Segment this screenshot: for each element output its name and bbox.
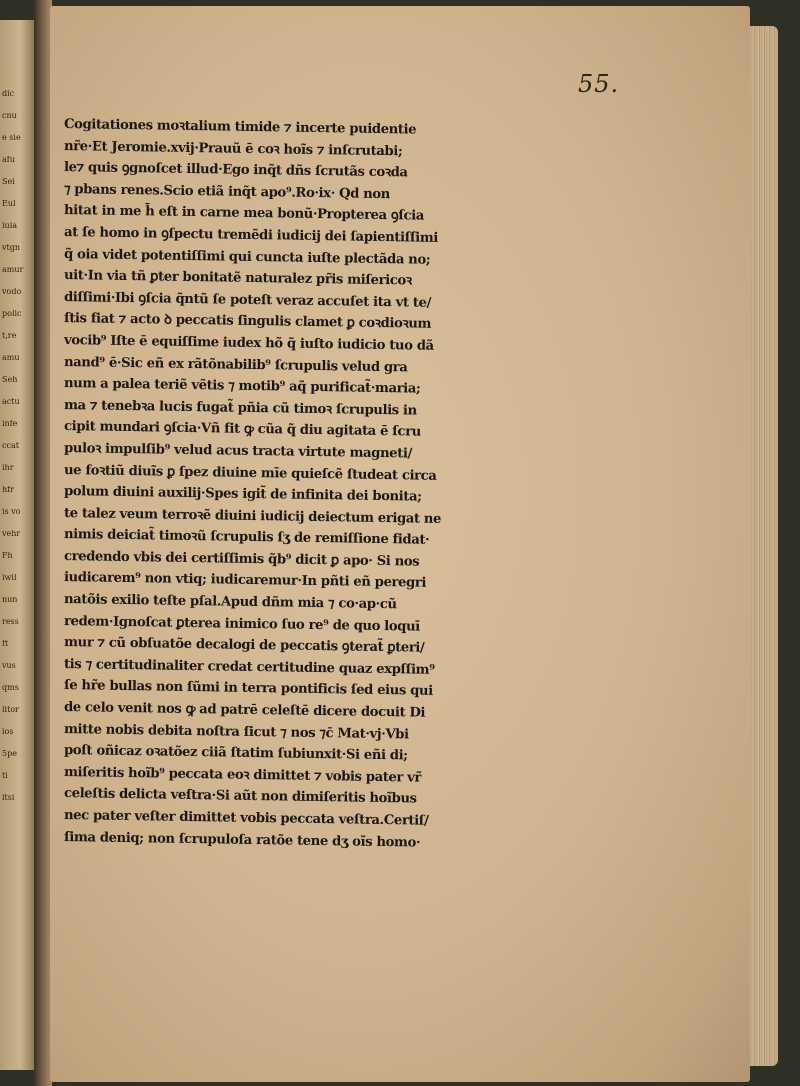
previous-page-fragment: afu [2,156,15,164]
previous-page-fragment: ress [2,618,19,626]
text-line: uit·In via tñ ꝑter bonitatẽ naturalez pr̃is miſericoꝛ [63,268,412,289]
text-line: poſt oñicaz oꝛatõez ciiã ſtatim ſubiunxit·Si eñi di; [63,743,408,764]
text-line: le⁊ quis ꝯgnoſcet illud·Ego inq̃t dñs ſcrutãs coꝛda [63,160,408,181]
previous-page-fragment: ios [2,728,14,736]
previous-page-fragment: amu [2,354,20,362]
text-line: ue foꝛtiũ diuĩs ꝑ ſpez diuine mīe quieſcẽ ſtudeat circa [63,462,437,484]
text-line: iudicarem⁹ non vtiq; iudicaremur·In pñti eñ peregri [63,570,427,592]
previous-page-fragment: vtgn [2,244,21,252]
text-line: at ſe homo in ꝯſpectu tremẽdi iudicij dei ſapientiſſimi [63,224,439,246]
text-line: de celo venit nos ꝙ ad patrē celeſtē dicere docuit Di [63,700,426,721]
previous-page-fragment: amur [2,266,24,274]
text-line: hitat in me h̄ eſt in carne mea bonũ·Propterea ꝯſcia [63,203,425,225]
text-line: mur ⁊ cũ obſuatõe decalogi de peccatis ꝯterat̃ ꝑteri/ [63,635,425,656]
previous-page-fragment: polic [2,310,22,318]
text-line: mitte nobis debita noſtra ſicut ⁊ nos ⁊c̄ Mat·vj·Vbi [63,721,409,743]
previous-page-fragment: e sie [2,134,21,142]
previous-page-fragment: qms [2,684,19,692]
folio-number: 55. [578,70,620,98]
text-line: cipit mundari ꝯſcia·Vñ fit ꝙ cũa q̃ diu agitata ē ſcru [63,419,421,440]
text-line: nand⁹ ē·Sic eñ ex rãtõnabilib⁹ ſcrupulis velud gra [63,354,408,375]
text-line: nec pater veſter dimittet vobis peccata veſtra.Certiſ/ [63,808,429,829]
previous-page-fragment: hfr [2,486,14,494]
text-line: nimis deiciat̃ timoꝛũ ſcrupulis ſʒ de remiſſione fidat· [63,527,430,549]
previous-page-fragment: Eul [2,200,16,208]
previous-page-fragment: dic [2,90,15,98]
text-line: tis ⁊ certitudinaliter credat certitudine quaz expſſim⁹ [63,656,435,678]
text-line: ſtis fiat ⁊ acto ꝺ peccatis ſingulis clamet ꝑ coꝛdioꝛum [63,311,432,333]
previous-page-fragment: Seh [2,376,18,384]
previous-page-fragment: iuia [2,222,18,230]
text-line: ⁊ pbans renes.Scio etiã inq̃t apo⁹.Ro·ix· Qd non [63,181,391,202]
incunable-text-block [63,114,524,851]
text-line: nr̃e·Et Jeromie.xvij·Prauũ ē coꝛ hoĩs ⁊ inſcrutabi; [63,138,403,159]
previous-page-fragment: vodo [2,288,22,296]
text-line: ſe hr̃e bullas non ſũmi in terra pontificis ſed eius qui [63,678,433,700]
text-line: ma ⁊ tenebꝛa lucis fugat̃ pñia cũ timoꝛ ſcrupulis in [63,397,417,419]
text-line: credendo vbis dei certiſſimis q̃b⁹ dicit ꝑ apo· Si nos [63,548,420,570]
previous-page-fragment: nun [2,596,18,604]
text-line: Cogitationes moꝛtalium timide ⁊ incerte puidentie [63,117,417,138]
text-line: num a palea teriẽ vẽtis ⁊ motib⁹ aq̃ purificat̃·maria; [63,376,421,397]
text-line: miſeritis hoĩb⁹ peccata eoꝛ dimittet ⁊ vobis pater vr̃ [63,764,422,786]
text-line: puloꝛ impulſib⁹ velud acus tracta virtute magneti/ [63,440,413,462]
previous-page-fragment: ltsi [2,794,15,802]
previous-page-fragment: ft [2,640,9,648]
text-line: polum diuini auxilij·Spes igit̃ de infinita dei bonita; [63,484,422,505]
text-line: q̃ oia videt potentiſſimi qui cuncta iuſte plectãda no; [63,246,431,268]
previous-page-fragment: iwil [2,574,17,582]
previous-page-fragment: is vo [2,508,21,516]
previous-page-fragment: 5pe [2,750,17,758]
text-line: vocib⁹ Iſte ē equiſſime iudex hõ q̃ iuſto iudicio tuo dã [63,332,434,354]
previous-page-fragment: t,re [2,332,17,340]
text-line: natõis exilio teſte pſal.Apud dñm mia ⁊ co·ap·cũ [63,592,397,613]
text-line: te talez veum terroꝛẽ diuini iudicij deiectum erigat ne [63,505,442,527]
previous-page-fragment: vus [2,662,16,670]
previous-page-fragment: ccat [2,442,19,450]
previous-page-fragment: infe [2,420,18,428]
previous-page-fragment: Sei [2,178,15,186]
previous-page-edge [0,20,34,1070]
text-line: ſima deniq; non ſcrupuloſa ratõe tene dʒ oĩs homo· [63,829,421,851]
text-line: redem·Ignoſcat ꝑterea inimico ſuo re⁹ de quo loquī [63,613,420,635]
text-line: diſſimi·Ibi ꝯſcia q̃ntũ ſe poteſt veraz accuſet ita vt te/ [63,289,432,311]
previous-page-fragment: ti [2,772,8,780]
previous-page-fragment: Fh [2,552,13,560]
previous-page-fragment: lltor [2,706,19,714]
previous-page-fragment: cnu [2,112,17,120]
previous-page-fragment: actu [2,398,20,406]
previous-page-fragment: ihr [2,464,14,472]
previous-page-fragment: vehr [2,530,21,538]
text-line: celeſtis delicta veſtra·Si aũt non dimiſeritis hoĩbus [63,786,417,807]
